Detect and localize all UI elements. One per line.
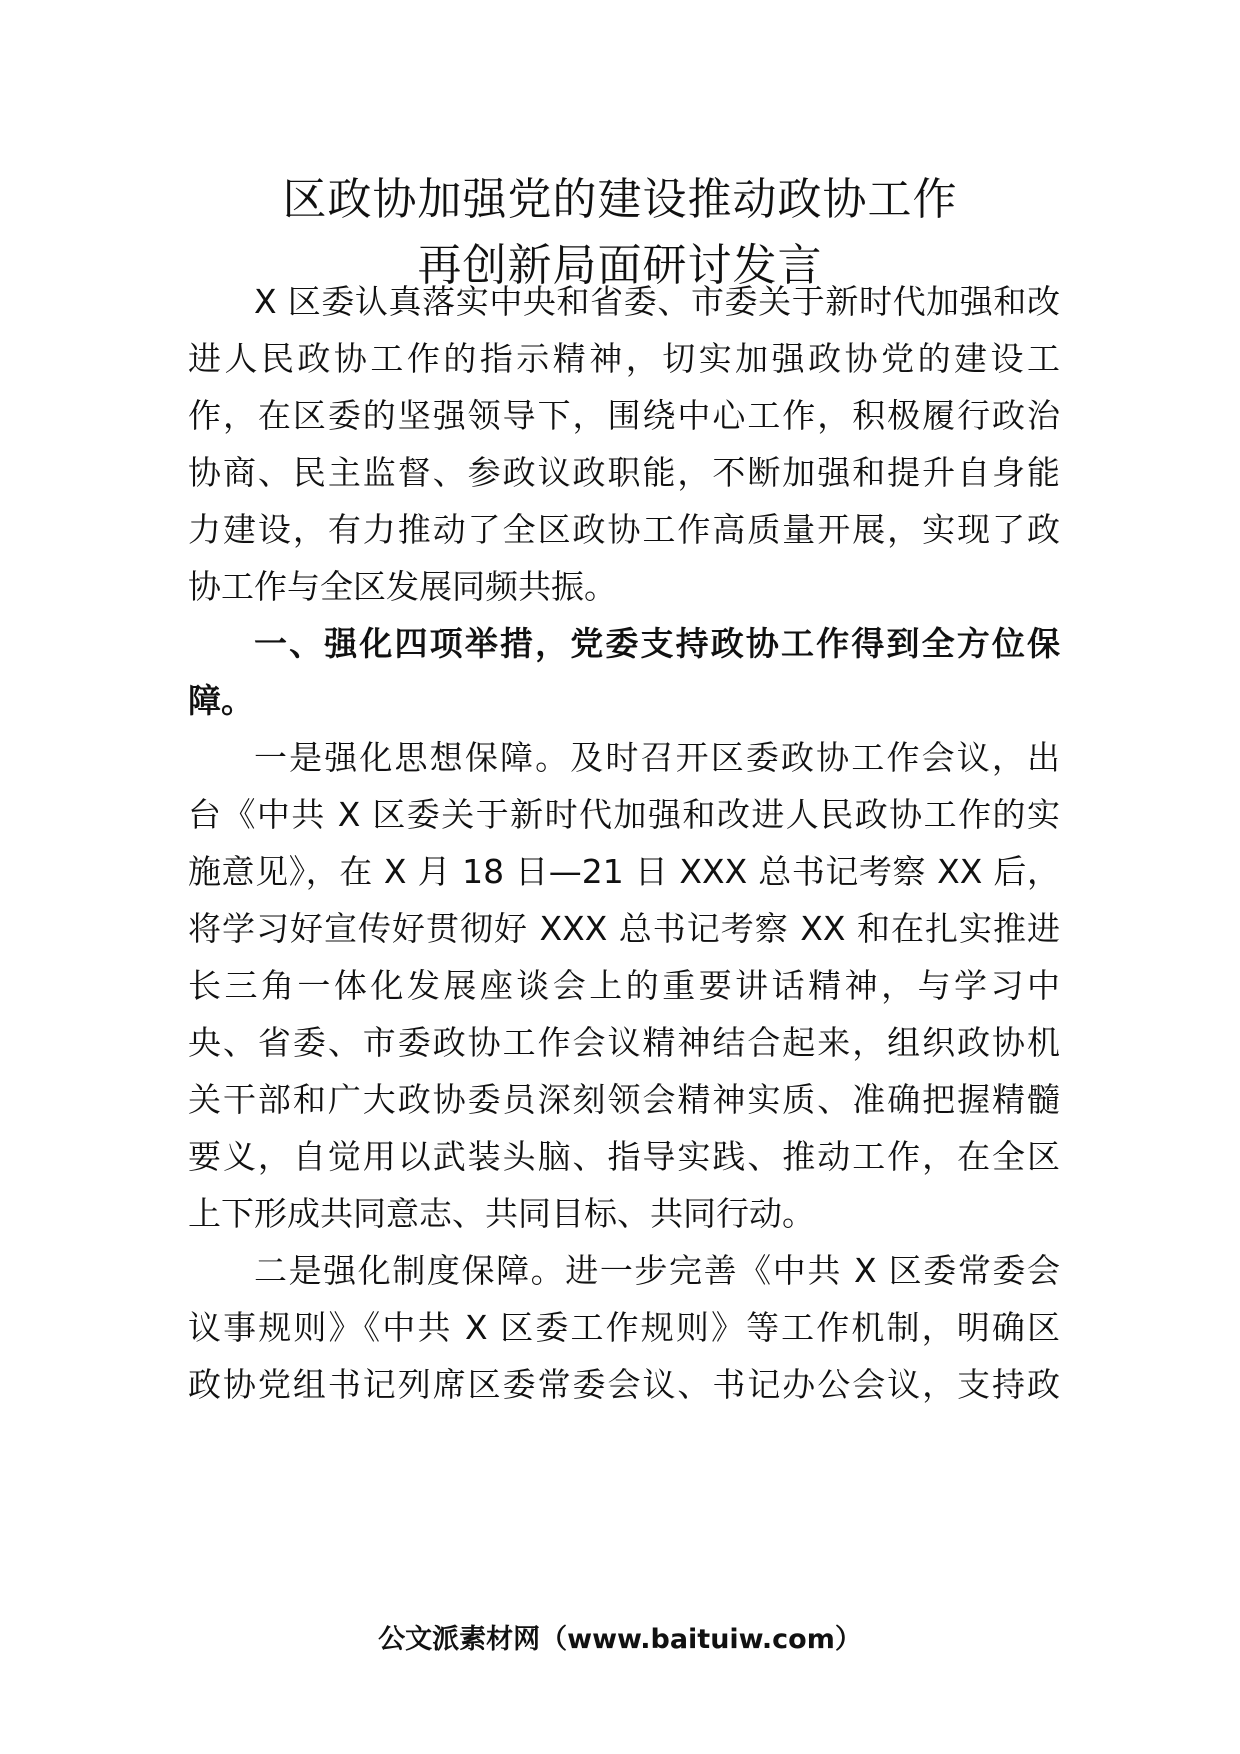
paragraph-intro-line: 进人民政协工作的指示精神，切实加强政协党的建设工	[188, 339, 1060, 378]
paragraph-ideology-line: 施意见》，在 X 月 18 日—21 日 XXX 总书记考察 XX 后，	[188, 852, 1060, 891]
paragraph-system-line: 政协党组书记列席区委常委会议、书记办公会议，支持政	[188, 1365, 1060, 1404]
paragraph-ideology-line: 长三角一体化发展座谈会上的重要讲话精神，与学习中	[188, 966, 1060, 1005]
paragraph-intro-line: 作，在区委的坚强领导下，围绕中心工作，积极履行政治	[188, 396, 1060, 435]
paragraph-ideology-line: 台《中共 X 区委关于新时代加强和改进人民政协工作的实	[188, 795, 1060, 834]
paragraph-intro-line: 协商、民主监督、参政议政职能，不断加强和提升自身能	[188, 453, 1060, 492]
footer-watermark: 公文派素材网（www.baituiw.com）	[378, 1624, 862, 1655]
paragraph-system-line: 二是强化制度保障。进一步完善《中共 X 区委常委会	[254, 1251, 1060, 1290]
document-title-line-1: 区政协加强党的建设推动政协工作	[282, 174, 958, 225]
paragraph-ideology-line: 央、省委、市委政协工作会议精神结合起来，组织政协机	[188, 1023, 1060, 1062]
paragraph-intro-line: 力建设，有力推动了全区政协工作高质量开展，实现了政	[188, 510, 1060, 549]
paragraph-intro-line: X 区委认真落实中央和省委、市委关于新时代加强和改	[254, 282, 1060, 321]
paragraph-ideology-line: 将学习好宣传好贯彻好 XXX 总书记考察 XX 和在扎实推进	[188, 909, 1060, 948]
paragraph-ideology-line: 关干部和广大政协委员深刻领会精神实质、准确把握精髓	[188, 1080, 1060, 1119]
paragraph-ideology-line: 一是强化思想保障。及时召开区委政协工作会议，出	[254, 738, 1060, 777]
section-heading-line: 一、强化四项举措，党委支持政协工作得到全方位保	[254, 624, 1060, 663]
section-heading-line: 障。	[188, 681, 254, 720]
paragraph-intro-line: 协工作与全区发展同频共振。	[188, 567, 617, 606]
paragraph-ideology-line: 要义，自觉用以武装头脑、指导实践、推动工作，在全区	[188, 1137, 1060, 1176]
document-title-line-2: 再创新局面研讨发言	[417, 240, 823, 291]
paragraph-system-line: 议事规则》《中共 X 区委工作规则》等工作机制，明确区	[188, 1308, 1060, 1347]
paragraph-ideology-line: 上下形成共同意志、共同目标、共同行动。	[188, 1194, 815, 1233]
